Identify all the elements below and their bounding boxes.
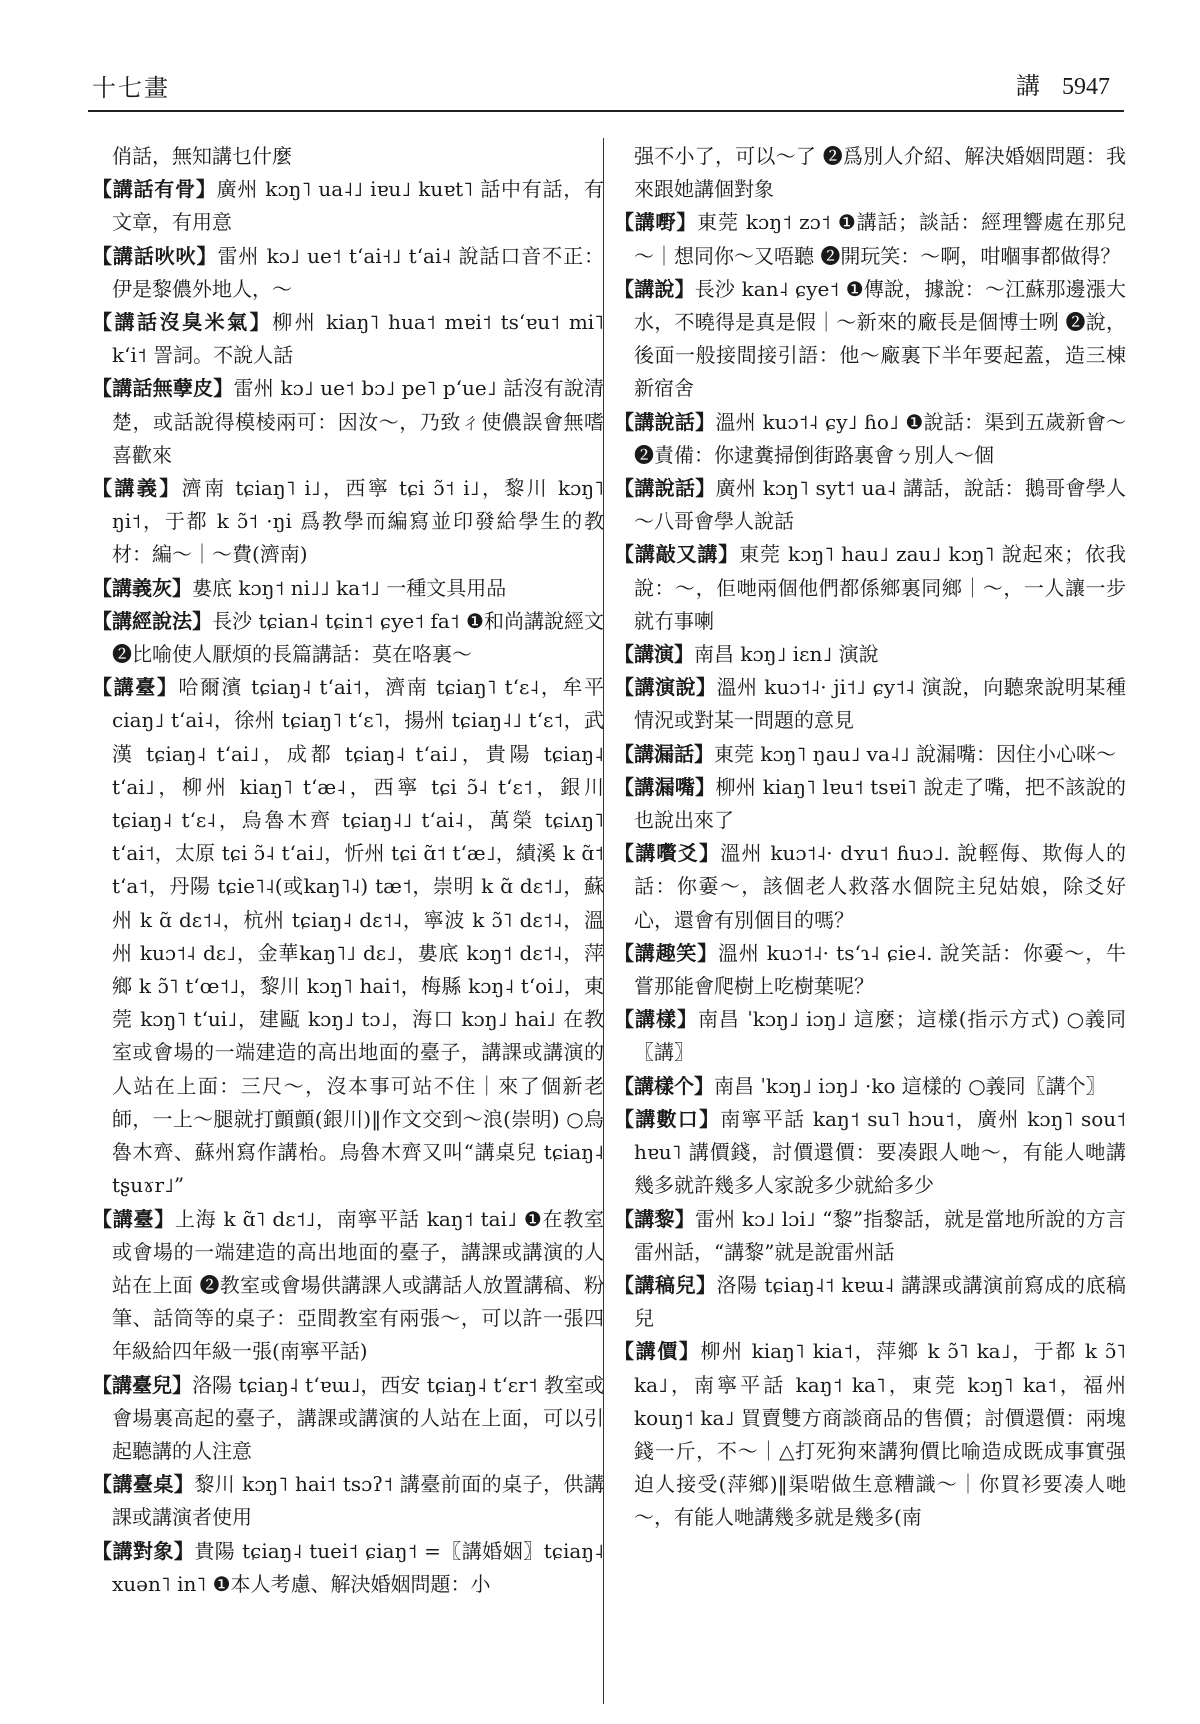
entry-definition: 南昌 ˈkɔŋ˩ iɔŋ˩ ·ko 這樣的 ○義同〖講个〗 (714, 1073, 1106, 1098)
entry-definition: 洛陽 tɕiaŋ˨˦ kɐɯ˨ 講課或講演前寫成的底稿兒 (634, 1272, 1127, 1331)
entry-headword: 【 講演說 】 (614, 675, 716, 699)
entry-headword: 【 講話吙吙 】 (92, 244, 218, 268)
dictionary-entry (614, 140, 1126, 206)
entry-headword: 【 講說話 】 (614, 476, 716, 500)
entry-definition: 溫州 kuɔ˦˨ ɕy˩ ɦo˩ ❶說話：渠到五歲新會～ ❷責備：你逮糞掃倒街路裏會ㄅ別人～個 (634, 409, 1127, 467)
dictionary-entry (614, 771, 1126, 837)
entry-definition: 廣州 kɔŋ˥ ua˨˩ iɐu˩ kuɐt˥ 話中有話，有文章，有用意 (112, 177, 605, 235)
dictionary-entry (614, 638, 1126, 671)
dictionary-entry (614, 1203, 1126, 1269)
dictionary-entry (614, 837, 1126, 937)
dictionary-entry (92, 605, 604, 671)
dictionary-entry (92, 472, 604, 572)
dictionary-entry (614, 1070, 1126, 1103)
entry-definition: 東莞 kɔŋ˦ zɔ˦ ❶講話；談話：經理響處在那兒～｜想同你～又唔聽 ❷開玩笑：～啊，咁嗰事都做得？ (634, 210, 1127, 268)
entry-headword: 【 講經說法 】 (92, 609, 212, 633)
dictionary-entry (92, 1369, 604, 1469)
entry-definition: 溫州 kuɔ˦˨· tsʻɿ˨ ɕie˨. 說笑話：你嫑～，牛嘗那能會爬樹上吃樹葉呢？ (634, 940, 1127, 999)
entry-definition: 强不小了，可以～了 ❷爲別人介紹、解決婚姻問題：我來跟她講個對象 (634, 144, 1126, 202)
entry-definition: 東莞 kɔŋ˥ hau˩ zau˩ kɔŋ˥ 說起來；依我說：～，佢哋兩個他們都係鄉裏同鄉｜～，一人讓一步就冇事喇 (634, 542, 1127, 633)
header-character: 講 (1016, 72, 1040, 100)
entry-definition: 雷州 kɔ˩ ue˦ bɔ˩ pe˥ pʻue˩ 話沒有說清楚，或話說得模棱兩可：因汝～，乃致ㄔ使儂誤會無嗜喜歡來 (112, 376, 605, 467)
entry-headword: 【 講臺 】 (92, 675, 178, 699)
entry-headword: 【 講稿兒 】 (614, 1273, 716, 1297)
dictionary-entry (92, 372, 604, 472)
entry-definition: 洛陽 tɕiaŋ˨ tʻɐɯ˩，西安 tɕiaŋ˨ tʻɛr˦ 教室或會場裏高起的臺子，講課或講演的人站在上面，可以引起聽講的人注意 (112, 1372, 604, 1463)
right-column (614, 140, 1126, 1535)
entry-headword: 【 講樣 】 (614, 1007, 698, 1031)
entry-definition: 柳州 kiaŋ˥ kia˦，萍鄉 k ɔ̃˥ ka˩，于都 k ɔ̃˥ ka˩，南寧平話 kaŋ˦ ka˥，東莞 kɔŋ˥ ka˦，福州 kouŋ˦ ka˩ 買賣雙方商談商品的售價；討價還價：兩塊錢一斤，不～｜△打死狗來講狗價比喻造成既成事實强迫人接受(萍鄉)‖渠啱做生意糟識～｜你買衫要凑人哋～，有能人哋講幾多就是幾多(南 (634, 1339, 1127, 1530)
entry-definition: 南昌 kɔŋ˩ iɛn˩ 演說 (694, 642, 879, 667)
dictionary-entry (92, 173, 604, 239)
entry-headword: 【 講話無孽皮 】 (92, 376, 233, 400)
entry-headword: 【 講話沒臭米氣 】 (92, 310, 272, 334)
page-number: 5947 (1062, 74, 1110, 100)
entry-headword: 【 講說話 】 (614, 410, 715, 434)
dictionary-entry (614, 1335, 1126, 1534)
entry-definition: 雷州 kɔ˩ lɔi˩ “黎”指黎話，就是當地所說的方言雷州話，“講黎”就是說雷州話 (634, 1206, 1127, 1264)
page-header (88, 60, 1124, 112)
entry-headword: 【 講趣笑 】 (614, 941, 718, 965)
dictionary-entry (614, 1269, 1126, 1335)
dictionary-entry (92, 140, 604, 173)
entry-headword: 【 講對象 】 (92, 1539, 194, 1563)
dictionary-entry (92, 1203, 604, 1369)
dictionary-entry (614, 273, 1126, 406)
page-heading (1016, 66, 1110, 101)
entry-headword: 【 講敲又講 】 (614, 542, 739, 566)
dictionary-entry (92, 1468, 604, 1534)
entry-headword: 【 講臺桌 】 (92, 1472, 194, 1496)
dictionary-entry (614, 937, 1126, 1003)
entry-headword: 【 講嚽爻 】 (614, 841, 720, 865)
dictionary-entry (614, 738, 1126, 771)
entry-headword: 【 講演 】 (614, 642, 694, 666)
dictionary-entry (614, 671, 1126, 737)
entry-headword: 【 講說 】 (614, 277, 695, 301)
entry-definition: 東莞 kɔŋ˥ ŋau˩ va˨˩ 說漏嘴：因住小心咪～ (714, 741, 1116, 766)
dictionary-entry (92, 306, 604, 372)
entry-definition: 俏話，無知講乜什麼 (112, 144, 292, 168)
entry-headword: 【 講嘢 】 (614, 210, 697, 234)
entry-definition: 南昌 ˈkɔŋ˩ iɔŋ˩ 這麼；這樣(指示方式) ○義同〖講〗 (634, 1007, 1127, 1065)
entry-definition: 廣州 kɔŋ˥ syt˦ ua˨ 講話，說話：鵝哥會學人～八哥會學人說話 (634, 476, 1127, 534)
entry-definition: 貴陽 tɕiaŋ˨ tuei˦ ɕiaŋ˦ =〖講婚姻〗tɕiaŋ˨ xuən˥ in˥ ❶本人考慮、解決婚姻問題：小 (112, 1538, 605, 1596)
dictionary-entry (614, 1103, 1126, 1203)
entry-definition: 長沙 kan˨ ɕye˦ ❶傳說，據說：～江蘇那邊漲大水，不曉得是真是假｜～新來的廠長是個博士咧 ❷說，後面一般接間接引語：他～廠裏下半年要起蓋，造三棟新宿舍 (634, 276, 1127, 401)
dictionary-entry (614, 206, 1126, 272)
entry-definition: 濟南 tɕiaŋ˥ i˩，西寧 tɕi ɔ̃˦ i˩，黎川 kɔŋ˥ ŋi˦，于都 k ɔ̃˦ ·ŋi 爲教學而編寫並印發給學生的教材：編～｜～費(濟南) (112, 476, 605, 567)
dictionary-entry (614, 406, 1126, 472)
dictionary-entry (614, 538, 1126, 638)
entry-definition: 黎川 kɔŋ˥ hai˦ tsɔʔ˦ 講臺前面的桌子，供講課或講演者使用 (112, 1472, 604, 1530)
entry-definition: 溫州 kuɔ˦˨· ji˦˩ ɕy˦˨ 演說，向聽衆說明某種情況或對某一問題的意見 (634, 675, 1127, 733)
entry-headword: 【 講樣个 】 (614, 1074, 714, 1098)
entry-headword: 【 講義灰 】 (92, 576, 192, 600)
entry-headword: 【 講數口 】 (614, 1107, 720, 1131)
entry-headword: 【 講漏話 】 (614, 742, 714, 766)
entry-definition: 長沙 tɕian˨ tɕin˦ ɕye˦ fa˦ ❶和尚講說經文 ❷比喻使人厭煩的長篇講話：莫在咯裏～ (112, 608, 605, 667)
entry-headword: 【 講臺 】 (92, 1207, 175, 1231)
entry-definition: 婁底 kɔŋ˦ ni˩˩ ka˦˩ 一種文具用品 (192, 575, 507, 600)
entry-headword: 【 講義 】 (92, 476, 182, 500)
entry-headword: 【 講漏嘴 】 (614, 775, 715, 799)
entry-definition: 柳州 kiaŋ˥ hua˦ mɐi˦ tsʻɐu˦ mi˥ kʻi˦ 詈詞。不說人話 (112, 310, 605, 368)
dictionary-entry (614, 472, 1126, 538)
entry-definition: 哈爾濱 tɕiaŋ˨ tʻai˦，濟南 tɕiaŋ˥ tʻɛ˨，牟平 ciaŋ˩ tʻai˨，徐州 tɕiaŋ˥ tʻɛ˥，揚州 tɕiaŋ˨˩ tʻɛ˦，武漢 tɕiaŋ˨ tʻai˩，成都 tɕiaŋ˨ tʻai˩，貴陽 tɕiaŋ˨ tʻai˩，柳州 kiaŋ˥ tʻæ˨，西寧 tɕi ɔ̃˨ tʻɛ˦，銀川 tɕiaŋ˨ tʻɛ˨，烏魯木齊 tɕiaŋ˨˩ tʻai˨，萬榮 tɕiʌŋ˥ tʻai˦，太原 tɕi ɔ̃˨ tʻai˩，忻州 tɕi ɑ̃˦ tʻæ˩，績溪 k ɑ̃˦ tʻa˦，丹陽 tɕie˥˨(或kaŋ˥˨) tæ˦，崇明 k ɑ̃ dɛ˦˩，蘇州 k ɑ̃ dɛ˦˨，杭州 tɕiaŋ˨ dɛ˦˨，寧波 k ɔ̃˥ dɛ˦˨，溫州 kuɔ˦˨ dɛ˩，金華kaŋ˥˩ dɛ˩，婁底 kɔŋ˦ dɛ˦˨，萍鄉 k ɔ̃˥ tʻœ˦˩，黎川 kɔŋ˥ hai˦，梅縣 kɔŋ˨ tʻoi˩，東莞 kɔŋ˥ tʻui˩，建甌 kɔŋ˩ tɔ˩，海口 kɔŋ˩ hai˩ 在教室或會場的一端建造的高出地面的臺子，講課或講演的人站在上面：三尺～，沒本事可站不住｜來了個新老師，一上～腿就打顫顫(銀川)‖作文交到～浪(崇明) ○烏魯木齊、蘇州寫作講枱。烏魯木齊又叫“講桌兒 tɕiaŋ˨ tʂuɤr˩” (112, 675, 605, 1198)
dictionary-entry (614, 1003, 1126, 1069)
entry-headword: 【 講話有骨 】 (92, 177, 217, 201)
dictionary-entry (92, 671, 604, 1202)
dictionary-entry (92, 240, 604, 306)
entry-definition: 柳州 kiaŋ˥ lɐu˦ tsɐi˥ 說走了嘴，把不該說的也說出來了 (634, 774, 1127, 833)
entry-definition: 雷州 kɔ˩ ue˦ tʻai˧˩ tʻai˨ 說話口音不正：伊是黎儂外地人，～ (112, 243, 605, 301)
entry-headword: 【 講黎 】 (614, 1207, 695, 1231)
entry-headword: 【 講價 】 (614, 1339, 700, 1363)
entry-headword: 【 講臺兒 】 (92, 1373, 192, 1397)
dictionary-entry (92, 572, 604, 605)
section-title: 十七畫 (92, 74, 170, 102)
entry-definition: 溫州 kuɔ˦˨· dʏu˦ ɦuɔ˩. 說輕侮、欺侮人的話：你嫑～，該個老人救落水個院主兒姑娘，除爻好心，還會有別個目的嗎？ (634, 841, 1127, 932)
entry-definition: 南寧平話 kaŋ˦ su˥ hɔu˦，廣州 kɔŋ˥ sou˦ hɐu˥ 講價錢，討價還價：要凑跟人哋～，有能人哋講幾多就許幾多人家說多少就給多少 (634, 1106, 1126, 1198)
dictionary-entry (92, 1535, 604, 1601)
left-column (92, 140, 604, 1601)
entry-definition: 上海 k ɑ̃˥ dɛ˦˩，南寧平話 kaŋ˦ tai˩ ❶在教室或會場的一端建造的高出地面的臺子，講課或講演的人站在上面 ❷教室或會場供講課人或講話人放置講稿、粉筆、話筒等的桌子：亞間教室有兩張～，可以許一張四年級給四年級一張(南寧平話) (112, 1206, 605, 1364)
